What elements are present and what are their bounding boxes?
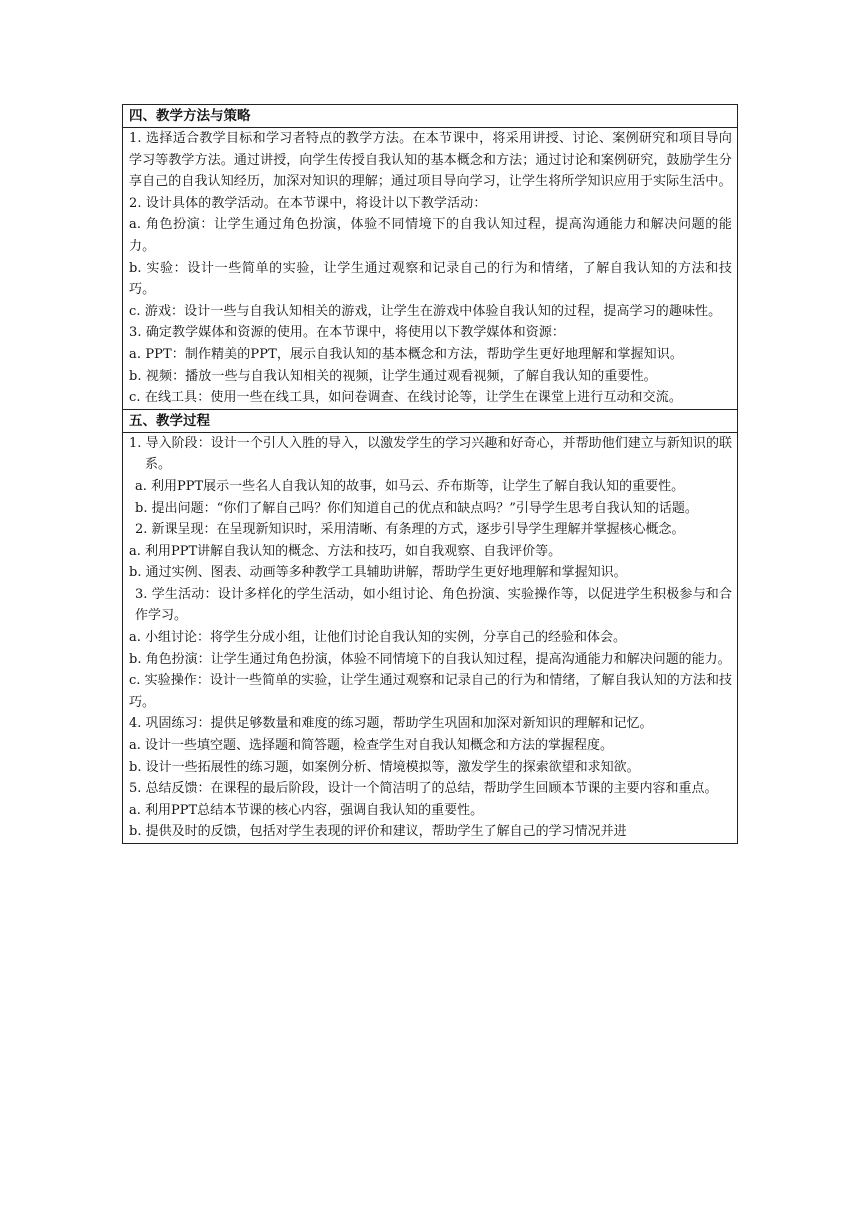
paragraph: a. 利用PPT展示一些名人自我认知的故事，如马云、乔布斯等，让学生了解自我认知的重要性。 [135,478,685,494]
teaching-methods-content [123,128,738,410]
paragraph: a. 角色扮演：让学生通过角色扮演，体验不同情境下的自我认知过程，提高沟通能力和解决问题的能力。 [129,217,732,254]
paragraph: c. 实验操作：设计一些简单的实验，让学生通过观察和记录自己的行为和情绪，了解自我认知的方法和技巧。 [129,673,732,710]
paragraph: b. 设计一些拓展性的练习题，如案例分析、情境模拟等，激发学生的探索欲望和求知欲。 [129,759,640,775]
section-heading-teaching-process: 五、教学过程 [123,409,738,432]
paragraph: 1. 选择适合教学目标和学习者特点的教学方法。在本节课中，将采用讲授、讨论、案例研究和项目导向学习等教学方法。通过讲授，向学生传授自我认知的基本概念和方法；通过讨论和案例研究，鼓励学生分享自己的自我认知经历，加深对知识的理解；通过项目导向学习，让学生将所学知识应用于实际生活中。 [129,131,732,190]
paragraph: b. 角色扮演：让学生通过角色扮演，体验不同情境下的自我认知过程，提高沟通能力和解决问题的能力。 [129,651,731,667]
paragraph: 4. 巩固练习：提供足够数量和难度的练习题，帮助学生巩固和加深对新知识的理解和记忆。 [129,716,653,732]
paragraph: 2. 设计具体的教学活动。在本节课中，将设计以下教学活动： [129,195,487,211]
paragraph: b. 实验：设计一些简单的实验，让学生通过观察和记录自己的行为和情绪，了解自我认知的方法和技巧。 [129,260,732,298]
paragraph: 1. 导入阶段：设计一个引人入胜的导入，以激发学生的学习兴趣和好奇心，并帮助他们建立与新知识的联系。 [129,435,732,473]
section-heading-teaching-methods: 四、教学方法与策略 [123,105,738,128]
lesson-plan-table [122,104,738,844]
teaching-process-content [123,432,738,843]
paragraph: a. 小组讨论：将学生分成小组，让他们讨论自我认知的实例，分享自己的经验和体会。 [129,630,627,646]
paragraph: 5. 总结反馈：在课程的最后阶段，设计一个简洁明了的总结，帮助学生回顾本节课的主要内容和重点。 [129,781,718,797]
paragraph: 3. 学生活动：设计多样化的学生活动，如小组讨论、角色扮演、实验操作等，以促进学生积极参与和合作学习。 [135,586,732,624]
paragraph: a. 设计一些填空题、选择题和简答题，检查学生对自我认知概念和方法的掌握程度。 [129,738,614,754]
paragraph: b. 通过实例、图表、动画等多种教学工具辅助讲解，帮助学生更好地理解和掌握知识。 [129,565,627,581]
paragraph: b. 提供及时的反馈，包括对学生表现的评价和建议，帮助学生了解自己的学习情况并进 [129,824,627,840]
paragraph: c. 游戏：设计一些与自我认知相关的游戏，让学生在游戏中体验自我认知的过程，提高学习的趣味性。 [129,303,722,319]
paragraph: a. 利用PPT总结本节课的核心内容，强调自我认知的重要性。 [129,802,484,818]
paragraph: b. 提出问题：“你们了解自己吗？你们知道自己的优点和缺点吗？”引导学生思考自我认知的话题。 [135,500,698,516]
paragraph: b. 视频：播放一些与自我认知相关的视频，让学生通过观看视频，了解自我认知的重要性。 [129,368,657,384]
paragraph: 2. 新课呈现：在呈现新知识时，采用清晰、有条理的方式，逐步引导学生理解并掌握核心概念。 [135,522,685,538]
paragraph: 3. 确定教学媒体和资源的使用。在本节课中，将使用以下教学媒体和资源： [129,325,566,341]
paragraph: a. 利用PPT讲解自我认知的概念、方法和技巧，如自我观察、自我评价等。 [129,543,562,559]
paragraph: a. PPT：制作精美的PPT，展示自我认知的基本概念和方法，帮助学生更好地理解和掌握知识。 [129,346,683,362]
paragraph: c. 在线工具：使用一些在线工具，如问卷调查、在线讨论等，让学生在课堂上进行互动和交流。 [129,390,682,406]
